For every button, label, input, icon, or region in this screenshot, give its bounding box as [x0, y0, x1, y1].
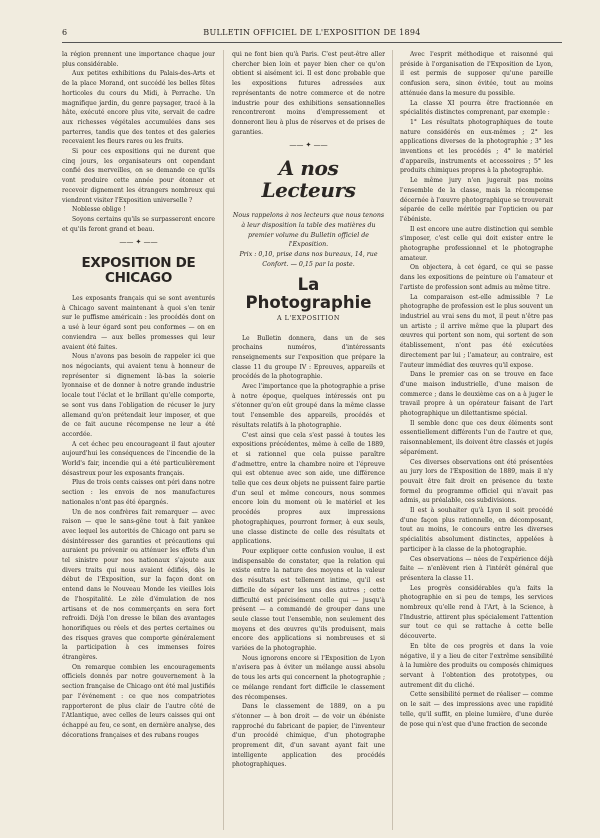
column-divider: [392, 50, 393, 830]
paragraph: C'est ainsi que cela s'est passé à toutes les expositions précédentes, même à celle de 1889, et si rationnel que cela puisse paraître d'admettre, entre la chambre noire et l'épreuve qui est obtenue avec son aide, une différence telle que ces deux objets ne puissent faire partie d'un seul et même concours, nous sommes encore loin du moment où le matériel et les procédés propres aux impressions photographiques, pourront former, à eux seuls, une classe distincte de celle des résultats et applications.: [232, 431, 385, 546]
paragraph: Plus de trois cents caisses ont péri dans notre section : les envois de nos manufactures nationales n'ont pas été épargnés.: [62, 479, 215, 506]
paragraph: Un de nos confrères fait remarquer — avec raison — que le sans-gêne tout à fait yankee avec lequel les autorités de Chicago ont paru se désintéresser des garanties et précautions qui auraient pu prévenir ou atténuer les effets d'un tel sinistre pour nos nationaux s'ajoute aux divers traits qui nous avaient édifiés, dès le début de l'Exposition, sur la façon dont on entend dans le Nouveau Monde les vieilles lois de l'hospitalité. Le zèle d'émulation de nos artisans et de nos commerçants en sera fort refroidi. Déjà l'on dresse le bilan des avantages honorifiques ou réels et des pertes certaines ou des risques graves que comporte généralement la participation à ces immenses foires étrangères.: [62, 508, 215, 662]
paragraph: Il est à souhaiter qu'à Lyon il soit procédé d'une façon plus rationnelle, en décomposant, tout au moins, le concours entre les diverses spécialités absolument distinctes, appelées à participer à la classe de la photographie.: [400, 507, 553, 553]
paragraph: Les progrès considérables qu'a faits la photographie en si peu de temps, les services nombreux qu'elle rend à l'Art, à la Science, à l'Industrie, attirent plus spécialement l'attention sur tout ce qui se rattache à cette belle découverte.: [400, 584, 553, 641]
paragraph: Nous ignorons encore si l'Exposition de Lyon n'aviserа pas à éviter un mélange aussi absolu de tous les arts qui concernent la photographie ; ce mélange rendant fort difficile le classement des récompenses.: [232, 654, 385, 701]
notice-title: A nos Lecteurs: [261, 156, 356, 203]
paragraph: A cet échec peu encourageant il faut ajouter aujourd'hui les conséquences de l'incendie de la World's fair, incendie qui a été particulièrement désastreux pour les exposants français.: [62, 440, 215, 477]
column-left: [62, 50, 215, 830]
paragraph: Le Bulletin donnera, dans un de ses prochains numéros, d'intéressants renseignements sur l'exposition que prépare la classe 11 du groupe IV : Epreuves, appareils et procédés de la photographie.: [232, 334, 385, 381]
column-middle: [232, 50, 385, 830]
paragraph: 1° Les résultats photographiques de toute nature considérés en eux-mêmes ; 2° les applications diverses de la photographie ; 3° les inventions et les procédés ; 4° le matériel d'appareils, instruments et accessoires ; 5° les produits chimiques propres à la photographie.: [400, 118, 553, 175]
paragraph: Nous n'avons pas besoin de rappeler ici que nos négociants, qui avaient tenu à honneur de représenter si dignement là-bas la soierie lyonnaise et de donner à notre grande industrie locale tout l'éclat et le brillant qu'elle comporte, se sont vus dans l'obligation de récuser le jury allemand qu'on prétendait leur imposer, et que de ce fait aucune récompense ne leur a été accordée.: [62, 353, 215, 438]
paragraph: Cette sensibilité permet de réaliser — comme on le sait — des impressions avec une rapidité telle, qu'il suffit, en pleine lumière, d'une durée de pose qui n'est que d'une fraction de seconde: [400, 691, 553, 728]
paragraph: Prix : 0,10, prise dans nos bureaux, 14, rue Confort. — 0,15 par la poste.: [239, 251, 378, 269]
paragraph: Dans le premier cas on se trouve en face d'une maison industrielle, d'une maison de commerce ; dans le deuxième cas on a à juger le travail propre à un opérateur faisant de l'art photographique un dilettantisme spécial.: [400, 371, 553, 418]
paragraph: qui ne font bien qu'à Paris. C'est peut-être aller chercher bien loin et payer bien cher ce qu'on obtient si aisément ici. Il est donc probable que les expositions futures adressées aux représentants de notre commerce et de notre industrie pour des exhibitions sensationnelles rencontreront moins d'empressement et donneront lieu à plus de réserves et de prises de garanties.: [232, 51, 385, 136]
paragraph: On remarque combien les encouragements officiels donnés par notre gouvernement à la section française de Chicago ont été mal justifiés par l'événement : ce que nos compatriotes rapporteront de plus clair de l'autre côté de l'Atlantique, avec celles de leurs caisses qui ont échappé au feu, ce sont, en dernière analyse, des décorations françaises et des rubans rouges: [62, 663, 215, 739]
column-divider: [223, 50, 224, 830]
section-title-photographie: La Photographie: [245, 274, 372, 312]
paragraph: Pour expliquer cette confusion voulue, il est indispensable de constater, que la relation qui existe entre la nature des moyens et la valeur des résultats est tellement intime, qu'il est difficile de séparer les uns des autres ; cette difficulté est précisément celle qui — jusqu'à présent — a commandé de grouper dans une seule classe tout l'ensemble, non seulement des moyens et des œuvres qu'ils produisent, mais encore des applications si nombreuses et si variées de la photographie.: [232, 547, 385, 653]
paragraph: Les exposants français qui se sont aventurés à Chicago savent maintenant à quoi s'en tenir sur le puffisme américain : les procédés dont on a usé à leur égard sont peu conformes — on en conviendra — aux belles promesses qui leur avaient été faites.: [62, 295, 215, 351]
running-title: BULLETIN OFFICIEL DE L'EXPOSITION DE 1894: [203, 28, 421, 37]
paragraph: En tête de ces progrès et dans la voie négative, il y a lieu de citer l'extrême sensibilité à la lumière des produits ou composés chimiques servant à l'obtention des prototypes, ou autrement dit du cliché.: [400, 642, 553, 689]
paragraph: Avec l'importance que la photographie a prise à notre époque, quelques intéressés ont pu s'étonner qu'on eût groupé dans la même classe tout l'ensemble des appareils, procédés et résultats relatifs à la photographie.: [232, 383, 385, 429]
paragraph: Aux petites exhibitions du Palais-des-Arts et de la place Morand, ont succédé les belles fêtes horticoles du cours du Midi, à Perrache. Un magnifique jardin, du genre paysager, tracé à la hâte, exécuté encore plus vite, servait de cadre aux richesses végétales accumulées dans ses parterres, tandis que des tentes et des galeries recevaient les fleurs rares ou les fruits.: [62, 70, 215, 146]
section-ornament: —— ✦ ——: [289, 141, 328, 150]
paragraph: Noblesse oblige !: [72, 206, 126, 214]
paragraph: Il est encore une autre distinction qui semble s'imposer, c'est celle qui doit exister entre le photographe professionnel et le photographe amateur.: [400, 225, 553, 262]
paragraph: Si pour ces expositions qui ne durent que cinq jours, les organisateurs ont cependant confié des merveilles, on se demande ce qu'ils vont produire cette année pour étonner et recevoir dignement les étrangers nombreux qui viendront visiter l'Exposition universelle ?: [62, 148, 215, 204]
section-subtitle: A L'EXPOSITION: [277, 313, 340, 322]
section-ornament: —— ✦ ——: [119, 238, 158, 247]
paragraph: Le même jury n'en jugerait pas moins l'ensemble de la classe, mais la récompense décernée à l'œuvre photographique se trouverait séparée de celle méritée par l'opticien ou par l'ébéniste.: [400, 177, 553, 223]
paragraph: La classe XI pourra être fractionnée en spécialités distinctes comprenant, par exemple :: [400, 99, 553, 117]
page-number: 6: [62, 28, 68, 37]
paragraph: Il semble donc que ces deux éléments sont essentiellement différents l'un de l'autre et que, raisonnablement, ils doivent être classés et jugés séparément.: [400, 419, 553, 456]
paragraph: Avec l'esprit méthodique et raisonné qui préside à l'organisation de l'Exposition de Lyon, il est permis de supposer qu'une pareille confusion sera, sinon évitée, tout au moins atténuée dans la mesure du possible.: [400, 51, 553, 97]
paragraph: Dans le classement de 1889, on a pu s'étonner — à bon droit — de voir un ébéniste rapproché du fabricant de papier, de l'inventeur d'un procédé chimique, d'un photographe proprement dit, d'un savant ayant fait une intelligente application des procédés photographiques.: [232, 703, 385, 769]
paragraph: Nous rappelons à nos lecteurs que nous tenons à leur disposition la table des matières du premier volume du Bulletin officiel de l'Exposition.: [232, 212, 385, 249]
paragraph: On objectera, à cet égard, ce qui se passe dans les expositions de peinture où l'amateur et l'artiste de profession sont admis au même titre.: [400, 264, 553, 291]
page-header: [62, 28, 562, 40]
section-title-chicago: EXPOSITION DE CHICAGO: [81, 255, 196, 287]
notice-box: [232, 211, 385, 270]
header-rule: [62, 42, 562, 43]
paragraph: la région prennent une importance chaque jour plus considérable.: [62, 51, 215, 68]
paragraph: La comparaison est-elle admissible ? Le photographe de profession est le plus souvent un industriel au vrai sens du mot, il peut n'être pas un artiste ; il arrive même que la plupart des œuvres qui portent son nom, qui sortent de son établissement, n'ont pas été exécutées directement par lui ; l'amateur, au contraire, est l'auteur immédiat des œuvres qu'il expose.: [400, 293, 553, 369]
column-right: [400, 50, 553, 830]
paragraph: Ces observations — nées de l'expérience déjà faite — n'enlèvent rien à l'intérêt général que présentera la classe 11.: [400, 555, 553, 582]
paragraph: Soyons certains qu'ils se surpasseront encore et qu'ils feront grand et beau.: [62, 215, 215, 233]
paragraph: Ces diverses observations ont été présentées au jury lors de l'Exposition de 1889, mais il n'y pouvait être fait droit en présence du texte formel du programme officiel qui n'avait pas admis, au préalable, ces subdivisions.: [400, 458, 553, 505]
